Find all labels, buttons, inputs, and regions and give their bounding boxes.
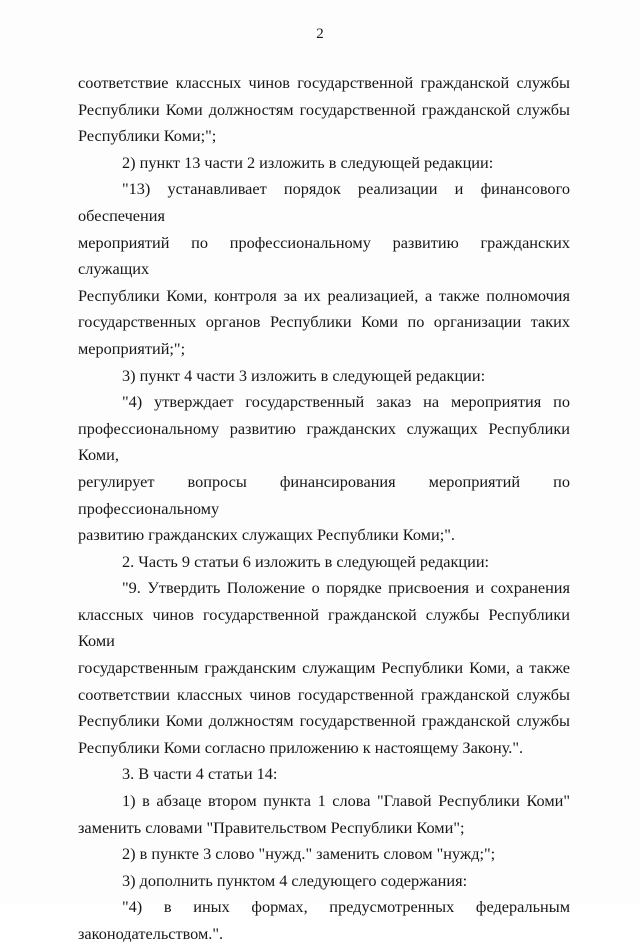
- text-line: 3. В части 4 статьи 14:: [122, 764, 278, 784]
- text-line: мероприятий;";: [78, 338, 186, 358]
- text-line: Республики Коми согласно приложению к настоящему Закону.".: [78, 737, 524, 757]
- text-line: Республики Коми должностям государственной гражданской службы: [78, 711, 570, 731]
- text-line: законодательством.".: [78, 924, 224, 943]
- text-line: Республики Коми, контроля за их реализацией, а также полномочия: [78, 285, 570, 305]
- text-line: государственным гражданским служащим Республики Коми, а также: [78, 658, 570, 678]
- text-line: соответствии классных чинов государственной гражданской службы: [78, 684, 570, 704]
- text-line: развитию гражданских служащих Республики Коми;".: [78, 525, 455, 545]
- document-body: [78, 70, 570, 948]
- text-line: государственных органов Республики Коми по организации таких: [78, 312, 570, 332]
- text-line: Республики Коми;";: [78, 126, 217, 146]
- text-line: "4) в иных формах, предусмотренных федеральным: [122, 897, 570, 917]
- text-line: 2) пункт 13 части 2 изложить в следующей редакции:: [122, 152, 494, 172]
- text-line: "4) утверждает государственный заказ на мероприятия по: [122, 392, 570, 412]
- text-line: "9. Утвердить Положение о порядке присвоения и сохранения: [122, 578, 570, 598]
- text-line: соответствие классных чинов государственной гражданской службы: [78, 73, 570, 92]
- text-line: 1) в абзаце втором пункта 1 слова "Главой Республики Коми": [122, 791, 570, 811]
- text-line: профессиональному развитию гражданских служащих Республики Коми,: [78, 418, 570, 465]
- text-line: мероприятий по профессиональному развитию гражданских служащих: [78, 232, 570, 279]
- text-line: Республики Коми должностям государственной гражданской службы: [78, 99, 570, 119]
- text-line: 2. Часть 9 статьи 6 изложить в следующей редакции:: [122, 551, 490, 571]
- page-number: 2: [316, 26, 324, 42]
- text-line: 3) пункт 4 части 3 изложить в следующей редакции:: [122, 365, 486, 385]
- text-line: "13) устанавливает порядок реализации и финансового обеспечения: [78, 179, 570, 225]
- text-line: 2) в пункте 3 слово "нужд." заменить словом "нужд;";: [122, 844, 496, 864]
- text-line: 3) дополнить пунктом 4 следующего содержания:: [122, 870, 468, 890]
- text-line: заменить словами "Правительством Республики Коми";: [78, 817, 465, 837]
- text-line: регулирует вопросы финансирования мероприятий по профессиональному: [78, 471, 570, 518]
- text-line: классных чинов государственной гражданской службы Республики Коми: [78, 604, 570, 651]
